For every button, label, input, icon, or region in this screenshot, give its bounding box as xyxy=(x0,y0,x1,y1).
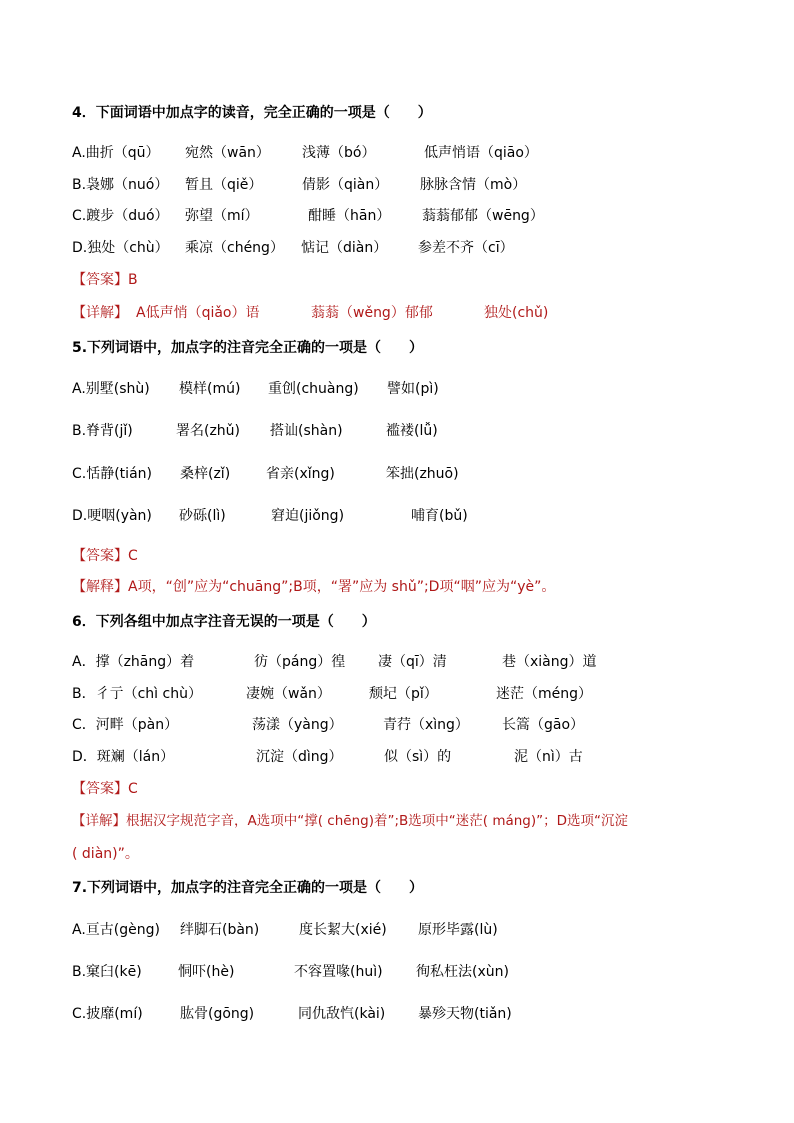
explain-part: 独处(chǔ) xyxy=(484,305,549,321)
option-term: 酣睡（hān） xyxy=(308,208,391,224)
option-term: 脉脉含情（mò） xyxy=(420,177,527,193)
option-term: 暂且（qiě） xyxy=(185,177,263,193)
explain-tag: 【详解】 xyxy=(72,305,128,321)
option-term: 搭讪(shàn) xyxy=(270,423,343,439)
option-term: 桑梓(zǐ) xyxy=(180,466,231,482)
option-term: 乘凉（chéng） xyxy=(185,240,284,256)
question-5-answer xyxy=(72,547,138,565)
question-6-explanation xyxy=(72,812,628,830)
question-6-explanation-cont: ( diàn)”。 xyxy=(72,846,139,862)
option-term: D．斑斓（lán） xyxy=(72,749,175,765)
question-7-stem: 7.下列词语中，加点字的注音完全正确的一项是（ ） xyxy=(72,880,424,896)
option-term: 参差不齐（cī） xyxy=(418,240,514,256)
option-term: D.独处（chù） xyxy=(72,240,169,256)
option-term: 浅薄（bó） xyxy=(302,145,376,161)
option-term: C.踱步（duó） xyxy=(72,208,169,224)
option-term: 长篙（gāo） xyxy=(502,717,585,733)
option-term: 迷茫（méng） xyxy=(496,686,593,702)
answer-value: C xyxy=(128,781,138,797)
option-term: 砂砾(lì) xyxy=(179,508,226,524)
option-term: B．彳亍（chì chù） xyxy=(72,686,202,702)
option-term: C.披靡(mí) xyxy=(72,1006,143,1022)
explain-part: A低声悄（qiǎo）语 xyxy=(136,305,260,321)
option-term: 省亲(xǐng) xyxy=(266,466,335,482)
option-term: 泥（nì）古 xyxy=(514,749,583,765)
option-term: 同仇敌忾(kài) xyxy=(298,1006,386,1022)
question-6-stem: 6．下列各组中加点字注音无误的一项是（ ） xyxy=(72,614,376,630)
option-term: B.脊背(jǐ) xyxy=(72,423,133,439)
option-term: 彷（páng）徨 xyxy=(254,654,346,670)
explain-tag: 【详解】 xyxy=(72,813,126,829)
option-term: 不容置喙(huì) xyxy=(294,964,383,980)
question-6-answer xyxy=(72,780,138,798)
option-term: 重创(chuàng) xyxy=(268,381,359,397)
option-term: 凄婉（wǎn） xyxy=(246,686,331,702)
option-term: A.亘古(gèng) xyxy=(72,922,160,938)
explain-text: A项，“创”应为“chuāng”;B项，“署”应为 shǔ”;D项“咽”应为“yè”。 xyxy=(128,579,556,595)
option-term: D.哽咽(yàn) xyxy=(72,508,152,524)
answer-tag: 【答案】 xyxy=(72,272,128,288)
option-term: 颓圮（pǐ） xyxy=(369,686,438,702)
option-term: C．河畔（pàn） xyxy=(72,717,179,733)
option-term: 蓊蓊郁郁（wēng） xyxy=(422,208,544,224)
option-term: A.别墅(shù) xyxy=(72,381,150,397)
question-4-answer xyxy=(72,271,138,289)
option-term: 弥望（mí） xyxy=(185,208,259,224)
option-term: 徇私枉法(xùn) xyxy=(416,964,509,980)
option-term: 青荇（xìng） xyxy=(383,717,469,733)
option-term: 肱骨(gōng) xyxy=(180,1006,255,1022)
option-term: 笨拙(zhuō) xyxy=(386,466,459,482)
answer-tag: 【答案】 xyxy=(72,548,128,564)
explain-tag: 【解释】 xyxy=(72,579,128,595)
option-term: B.窠臼(kē) xyxy=(72,964,142,980)
answer-tag: 【答案】 xyxy=(72,781,128,797)
option-term: A.曲折（qū） xyxy=(72,145,160,161)
option-term: 宛然（wān） xyxy=(185,145,270,161)
option-term: 原形毕露(lù) xyxy=(418,922,498,938)
option-term: 恫吓(hè) xyxy=(178,964,235,980)
option-term: 褴褛(lǚ) xyxy=(386,423,438,439)
question-5-stem: 5.下列词语中，加点字的注音完全正确的一项是（ ） xyxy=(72,340,424,356)
option-term: 沉淀（dìng） xyxy=(256,749,343,765)
explain-part: 蓊蓊（wěng）郁郁 xyxy=(311,305,433,321)
option-term: 署名(zhǔ) xyxy=(176,423,241,439)
option-term: 低声悄语（qiāo） xyxy=(424,145,538,161)
option-term: 暴殄天物(tiǎn) xyxy=(418,1006,512,1022)
option-term: 巷（xiàng）道 xyxy=(502,654,597,670)
answer-value: C xyxy=(128,548,138,564)
option-term: 凄（qī）清 xyxy=(378,654,447,670)
option-term: 哺育(bǔ) xyxy=(411,508,468,524)
option-term: 度长絜大(xié) xyxy=(299,922,387,938)
answer-value: B xyxy=(128,272,138,288)
option-term: 绊脚石(bàn) xyxy=(180,922,260,938)
option-term: 倩影（qiàn） xyxy=(302,177,389,193)
option-term: A．撑（zhāng）着 xyxy=(72,654,195,670)
question-5-explanation xyxy=(72,578,555,596)
option-term: 模样(mú) xyxy=(179,381,241,397)
option-term: 似（sì）的 xyxy=(384,749,452,765)
explain-text: 根据汉字规范字音，A选项中“撑( chēng)着”;B选项中“迷茫( máng)”；D选项“沉淀 xyxy=(126,813,629,829)
option-term: 窘迫(jiǒng) xyxy=(271,508,345,524)
option-term: 譬如(pì) xyxy=(387,381,439,397)
option-term: C.恬静(tián) xyxy=(72,466,152,482)
question-4-stem: 4．下面词语中加点字的读音，完全正确的一项是（ ） xyxy=(72,105,432,121)
option-term: 荡漾（yàng） xyxy=(252,717,343,733)
option-term: B.袅娜（nuó） xyxy=(72,177,169,193)
option-term: 惦记（diàn） xyxy=(301,240,388,256)
